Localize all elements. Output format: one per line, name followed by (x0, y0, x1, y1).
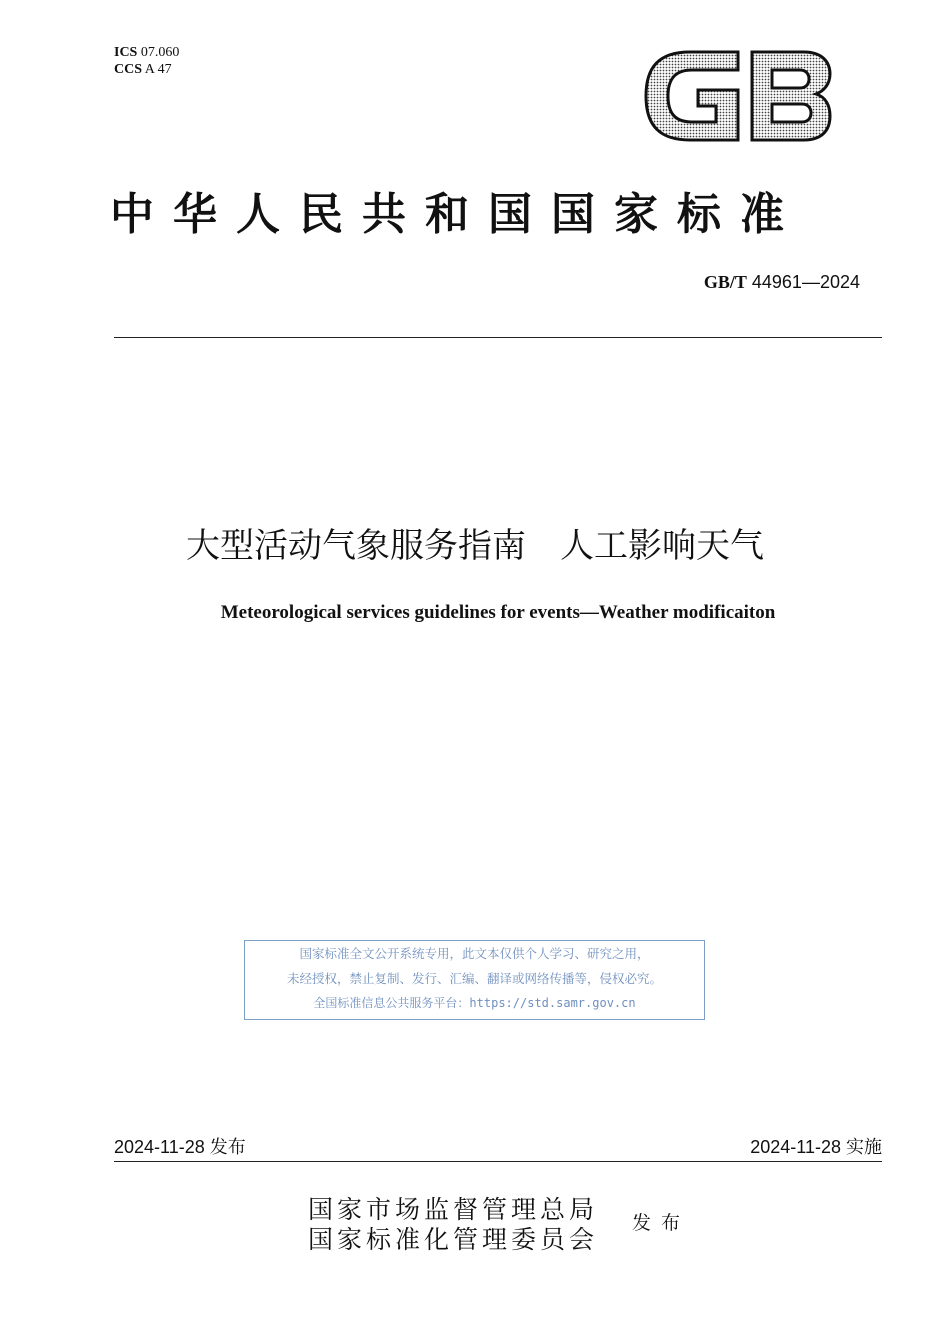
classification-codes (114, 44, 179, 78)
standard-prefix: GB/T (703, 272, 747, 292)
footer-divider (114, 1161, 882, 1162)
title-chinese: 大型活动气象服务指南 人工影响天气 (186, 526, 764, 566)
title-english: Meteorological services guidelines for events—Weather modificaiton (220, 602, 776, 623)
publisher-agency-1: 国家市场监督管理总局 (308, 1195, 599, 1224)
header-divider (114, 337, 882, 338)
notice-line-1: 国家标准全文公开系统专用，此文本仅供个人学习、研究之用， (299, 946, 650, 961)
ccs-line: CCS A 47 (114, 62, 172, 77)
standard-code: 44961—2024 (751, 272, 860, 292)
notice-line-3 (245, 991, 704, 1016)
notice-line-2: 未经授权，禁止复制、发行、汇编、翻译或网络传播等，侵权必究。 (286, 971, 662, 986)
publisher-agency-2: 国家标准化管理委员会 (308, 1225, 599, 1254)
copyright-notice-box (244, 940, 705, 1020)
implementation-date: 2024-11-28 实施 (750, 1137, 882, 1158)
country-standard-title: 中华人民共和国国家标准 (110, 189, 803, 240)
publish-word: 发布 (632, 1212, 691, 1234)
notice-platform-label: 全国标准信息公共服务平台： (313, 996, 470, 1010)
ics-line: ICS 07.060 (114, 45, 180, 60)
release-date: 2024-11-28 发布 (114, 1137, 246, 1158)
notice-url: https://std.samr.gov.cn (469, 996, 636, 1010)
standard-number (600, 272, 860, 293)
gb-logo-icon (644, 48, 832, 144)
